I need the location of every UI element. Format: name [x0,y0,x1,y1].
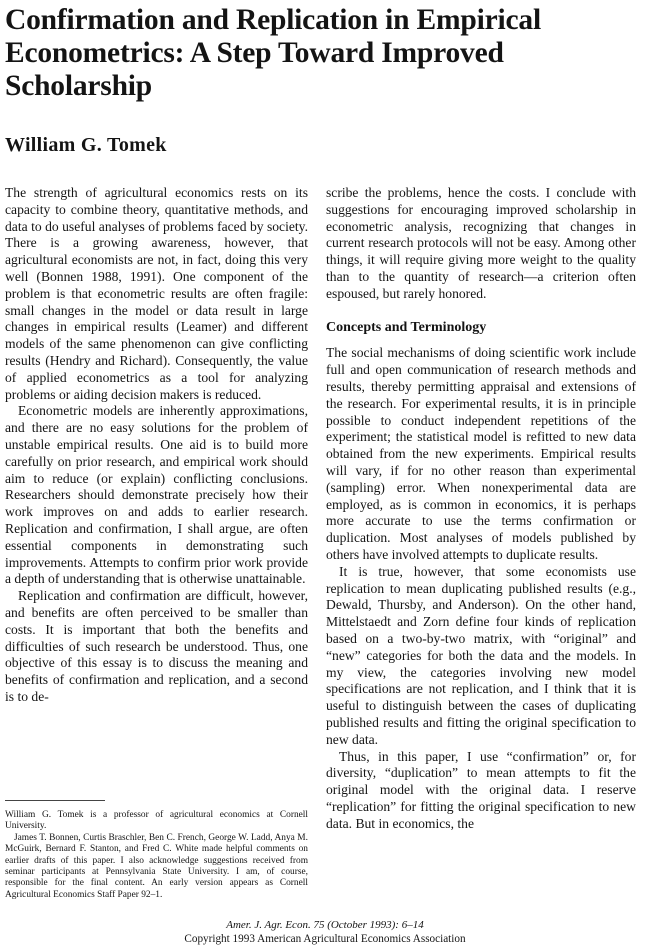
body-paragraph: Thus, in this paper, I use “confirmation” or, for diversity, “duplication” to mean attempts to fit the original model with the original data. I reserve “replication” for fitting the original specification to new data. But in economics, the [326,748,636,831]
journal-citation: Amer. J. Agr. Econ. 75 (October 1993): 6–14 [226,919,424,931]
copyright-notice: Copyright 1993 American Agricultural Economics Association [184,933,466,945]
article-title: Confirmation and Replication in Empirical Econometrics: A Step Toward Improved Scholarship [5,4,541,102]
body-paragraph: scribe the problems, hence the costs. I conclude with suggestions for encouraging improved scholarship in econometric analysis, recognizing that changes in current research protocols will not be easy. Among other things, it will require giving more weight to the quality than to the quantity of research—a criterion often espoused, but rarely honored. [326,185,636,301]
left-column [5,185,308,706]
section-heading: Concepts and Terminology [326,319,487,335]
footnote: James T. Bonnen, Curtis Braschler, Ben C. French, George W. Ladd, Anya M. McGuirk, Bernard F. Stanton, and Fred C. White made helpful comments on earlier drafts of this paper. I also acknowledge suggestions received from seminar participants at Pennsylvania State University. I am, of course, responsible for the final content. An early version appears as Cornell Agricultural Economics Staff Paper 92–1. [5,832,308,900]
body-paragraph: The strength of agricultural economics rests on its capacity to combine theory, quantitative methods, and data to do useful analyses of problems faced by society. There is a growing awareness, however, that agricultural economists are not, in fact, doing this very well (Bonnen 1988, 1991). One component of the problem is that econometric results are often fragile: small changes in the model or data result in large changes in empirical results (Leamer) and different models of the same phenomenon can give conflicting results (Hendry and Richard). Consequently, the value of applied econometrics as a tool for analyzing problems or aiding decision makers is reduced. [5,185,308,402]
footnote: William G. Tomek is a professor of agricultural economics at Cornell University. [5,810,308,832]
footnote-divider [5,800,105,801]
body-paragraph: The social mechanisms of doing scientific work include full and open communication of research methods and results, thereby permitting appraisal and extensions of the research. For experimental results, it is in principle possible to conduct independent repetitions of the experiment; the statistical model is refitted to new data obtained from the new experiments. Empirical results will vary, if for no other reason than experimental (sampling) error. When nonexperimental data are employed, as is common in economics, it is perhaps more accurate to use the terms confirmation or duplication. Most analyses of models published by others have involved attempts to duplicate results. [326,345,636,562]
body-paragraph: It is true, however, that some economists use replication to mean duplicating published results (e.g., Dewald, Thursby, and Anderson). On the other hand, Mittelstaedt and Zorn define four kinds of replication based on a two-by-two matrix, with “original” and “new” categories for both the data and the models. In my view, the categories involving new model specifications are not replication, and I think that it is useful to distinguish between the cases of duplicating published results and fitting the original specification to new data. [326,563,636,747]
body-paragraph: Econometric models are inherently approximations, and there are no easy solutions for the problem of unstable empirical results. One aid is to build more carefully on prior research, and empirical work should aim to reduce (or explain) conflicting conclusions. Researchers should demonstrate precisely how their work improves on and adds to earlier research. Replication and confirmation, I shall argue, are often essential components in demonstrating such improvements. Attempts to confirm prior work provide a depth of understanding that is otherwise unattainable. [5,403,308,587]
footnotes [5,810,308,901]
right-column [326,185,636,832]
body-paragraph: Replication and confirmation are difficult, however, and benefits are often perceived to be smaller than costs. It is important that both the benefits and difficulties of such research be understood. Thus, one objective of this essay is to discuss the meaning and benefits of confirmation and replication, and a second is to de- [5,588,308,704]
article-author: William G. Tomek [5,134,167,156]
